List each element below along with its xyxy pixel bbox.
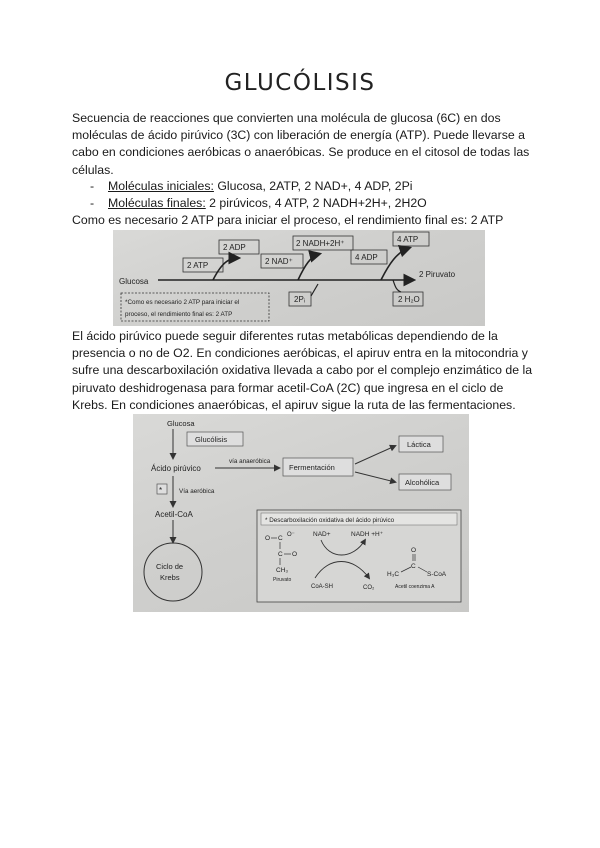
to-lactica-arrow bbox=[355, 446, 395, 464]
coash-label: CoA-SH bbox=[311, 584, 334, 590]
nadh-label: NADH +H⁺ bbox=[351, 531, 384, 538]
acido-piruvico-label: Ácido pirúvico bbox=[151, 464, 201, 473]
c-atom: C bbox=[278, 535, 283, 542]
glucosa-label: Glucosa bbox=[119, 277, 149, 286]
ch3-group: CH₃ bbox=[276, 567, 289, 574]
list-item bbox=[90, 178, 427, 195]
adp-out-label: 2 ADP bbox=[223, 243, 246, 252]
nadh-out-label: 2 NADH+2H⁺ bbox=[296, 239, 345, 248]
lactica-label: Láctica bbox=[407, 440, 431, 449]
decarboxylation-title: * Descarboxilación oxidativa del ácido pirúvico bbox=[265, 517, 395, 524]
note-line-2: proceso, el rendimiento final es: 2 ATP bbox=[125, 311, 233, 318]
pi-label: 2Pᵢ bbox=[294, 295, 306, 304]
c-atom: C bbox=[411, 563, 416, 570]
nad-label: NAD+ bbox=[313, 531, 331, 538]
fermentacion-label: Fermentación bbox=[289, 463, 335, 472]
glucolisis-label: Glucólisis bbox=[195, 435, 228, 444]
acetil-coa-label: Acetil-CoA bbox=[155, 510, 193, 519]
glycolysis-diagram-image bbox=[113, 230, 485, 326]
acetil-coa-caption: Acetil coenzima A bbox=[395, 584, 435, 590]
alcoholica-label: Alcohólica bbox=[405, 478, 440, 487]
atp-out-label: 4 ATP bbox=[397, 235, 419, 244]
piruvato-label: 2 Piruvato bbox=[419, 270, 456, 279]
list-item-text: 2 pirúvicos, 4 ATP, 2 NADH+2H+, 2H2O bbox=[205, 196, 427, 210]
o-atom: O bbox=[411, 547, 417, 554]
nad-in-label: 2 NAD⁺ bbox=[265, 257, 293, 266]
krebs-circle bbox=[144, 543, 202, 601]
krebs-label: Krebs bbox=[160, 573, 180, 582]
c-atom: C bbox=[278, 551, 283, 558]
list-item bbox=[90, 195, 427, 212]
pi-connector bbox=[311, 284, 318, 296]
list-item-label: Moléculas iniciales: bbox=[108, 179, 214, 193]
atp-arrow bbox=[213, 258, 238, 280]
h2o-label: 2 H₂O bbox=[398, 295, 420, 304]
yield-paragraph: Como es necesario 2 ATP para iniciar el proceso, el rendimiento final es: 2 ATP bbox=[72, 213, 504, 227]
adp-in-label: 4 ADP bbox=[355, 253, 378, 262]
pyruvate-fate-diagram bbox=[133, 414, 469, 612]
list-item-label: Moléculas finales: bbox=[108, 196, 206, 210]
glucosa-label: Glucosa bbox=[167, 419, 195, 428]
co2-label: CO₂ bbox=[363, 585, 375, 591]
atp-in-label: 2 ATP bbox=[187, 261, 209, 270]
page-title: GLUCÓLISIS bbox=[224, 70, 376, 96]
via-anaerobica-label: vía anaeróbica bbox=[229, 458, 271, 465]
pyruvate-fate-paragraph: El ácido pirúvico puede seguir diferentes rutas metabólicas dependiendo de la presencia o no de O2. En condiciones aeróbicas, el apiruv entra en la mitocondria y sufre una descarboxilación oxidativa llevada a cabo por el complejo enzimático de la piruvato deshidrogenasa para formar acetil-CoA (2C) que ingresa en el ciclo de Krebs. En condiciones anaeróbicas, el apiruv sigue la ruta de las fermentaciones. bbox=[72, 329, 533, 412]
intro-paragraph: Secuencia de reacciones que convierten una molécula de glucosa (6C) en dos moléculas de ácido pirúvico (3C) con liberación de energía (ATP). Puede llevarse a cabo en condiciones aeróbicas o anaeróbicas. Se produce en el citosol de todas las células. bbox=[72, 111, 530, 177]
nad-arrow bbox=[298, 254, 319, 280]
scoa-group: S-CoA bbox=[427, 571, 447, 578]
star-label: * bbox=[159, 486, 163, 495]
o-minus-atom: O⁻ bbox=[287, 532, 295, 538]
pyruvate-fate-diagram-image bbox=[133, 414, 469, 612]
h2o-connector bbox=[393, 280, 401, 292]
piruvato-caption: Piruvato bbox=[273, 577, 292, 583]
note-line-1: *Como es necesario 2 ATP para iniciar el bbox=[125, 299, 240, 306]
h3c-group: H₃C bbox=[387, 571, 400, 578]
list-item-text: Glucosa, 2ATP, 2 NAD+, 4 ADP, 2Pi bbox=[213, 179, 413, 193]
glycolysis-diagram bbox=[113, 230, 485, 326]
molecules-list bbox=[90, 178, 427, 212]
via-aerobica-label: Vía aeróbica bbox=[179, 488, 215, 495]
to-alcoholica-arrow bbox=[355, 472, 395, 482]
ciclo-label: Ciclo de bbox=[156, 562, 184, 571]
o-top-atom: O bbox=[265, 535, 271, 542]
o-atom: O bbox=[292, 551, 298, 558]
